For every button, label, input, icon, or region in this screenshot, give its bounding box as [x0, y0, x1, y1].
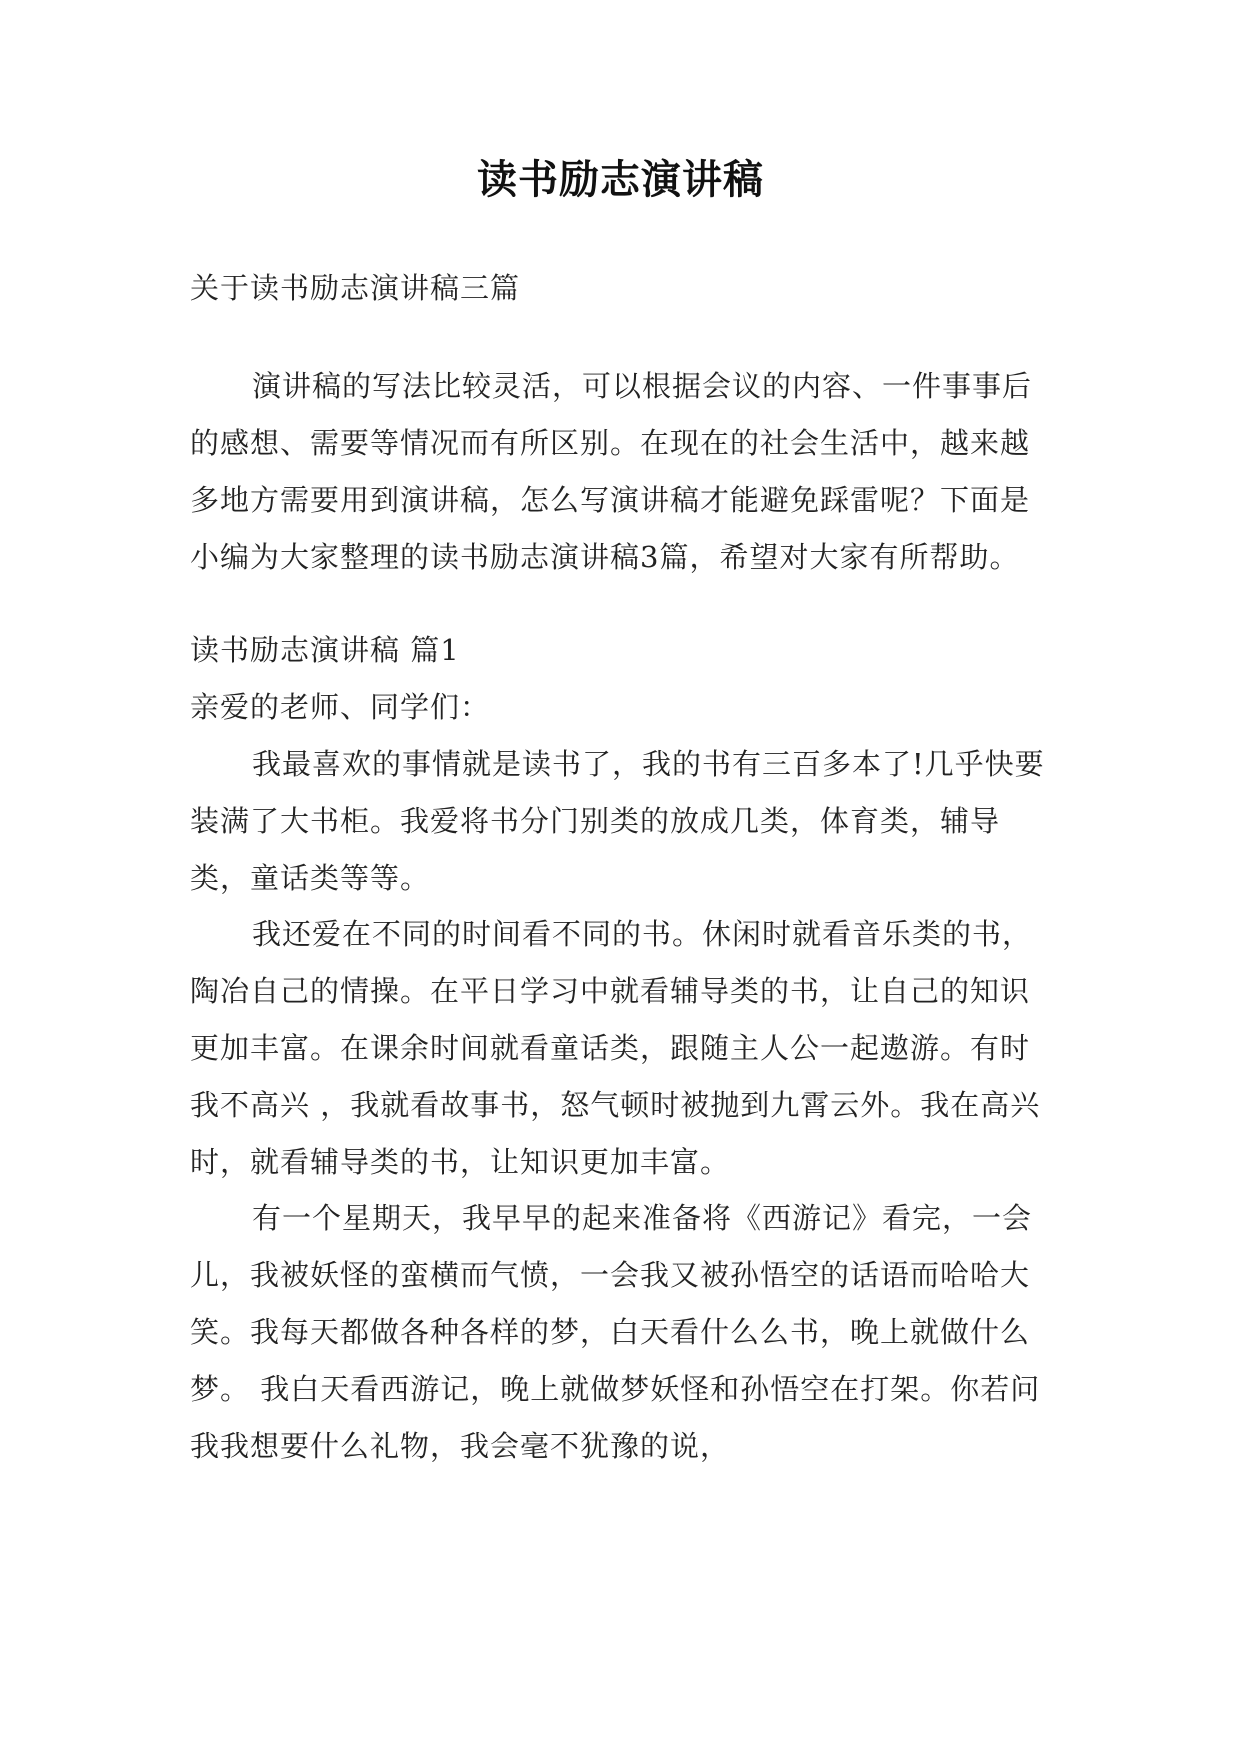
body-paragraph-2	[190, 906, 1052, 1191]
intro-text: 演讲稿的写法比较灵活，可以根据会议的内容、一件事事后的感想、需要等情况而有所区别。在现在的社会生活中，越来越多地方需要用到演讲稿，怎么写演讲稿才能避免踩雷呢？下面是小编为大家整理的读书励志演讲稿3篇，希望对大家有所帮助。	[190, 369, 1033, 574]
body-paragraph-3	[190, 1190, 1052, 1475]
body-paragraph-1	[190, 736, 1052, 907]
intro-paragraph	[190, 358, 1052, 586]
document-subtitle: 关于读书励志演讲稿三篇	[190, 271, 521, 305]
document-title: 读书励志演讲稿	[477, 156, 764, 203]
body-paragraph-3-text: 有一个星期天，我早早的起来准备将《西游记》看完，一会儿，我被妖怪的蛮横而气愤，一会我又被孙悟空的话语而哈哈大笑。我每天都做各种各样的梦，白天看什么么书，晚上就做什么梦。 我白天看西游记，晚上就做梦妖怪和孙悟空在打架。你若问我我想要什么礼物，我会毫不犹豫的说，	[190, 1201, 1041, 1463]
greeting: 亲爱的老师、同学们：	[190, 690, 491, 724]
body-paragraph-1-text: 我最喜欢的事情就是读书了，我的书有三百多本了!几乎快要装满了大书柜。我爱将书分门别类的放成几类，体育类，辅导类，童话类等等。	[190, 747, 1045, 895]
section-heading: 读书励志演讲稿 篇1	[190, 633, 460, 667]
body-paragraph-2-text: 我还爱在不同的时间看不同的书。休闲时就看音乐类的书，陶冶自己的情操。在平日学习中就看辅导类的书，让自己的知识更加丰富。在课余时间就看童话类，跟随主人公一起遨游。有时我不高兴 ，我就看故事书，怒气顿时被抛到九霄云外。我在高兴时，就看辅导类的书，让知识更加丰富。	[190, 917, 1041, 1179]
